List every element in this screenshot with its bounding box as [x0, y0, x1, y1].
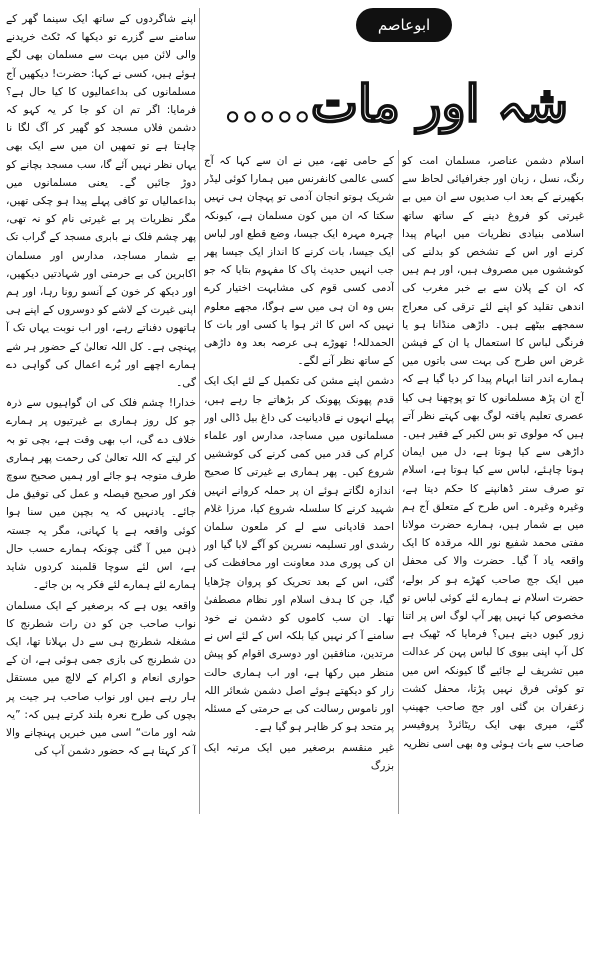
- author-badge: ابوعاصم: [356, 8, 452, 42]
- text-column-right: [402, 150, 584, 971]
- paragraph: غیر منقسم برصغیر میں ایک مرتبہ ایک بزرگ: [204, 741, 394, 772]
- paragraph: خدارا! چشم فلک کی ان گواہیوں سے ذرہ جو کل روز ہماری بے غیرتیوں پر ہمارے خلاف دے گی، اب بھی وقت ہے، بچی تو بہ کر لیتے کہ اللہ تعالیٰ کی رحمت پھر ہماری طرف متوجہ ہو جائے اور ہمیں صحیح سوچ فکر اور صحیح فیصلہ و عمل کی توفیق مل جائے۔ یادنہیں کہ یہ بچپن میں سنا ہوا کوئی واقعہ ہے یا کہانی، مگر یہ جستہ ذہن میں آ گئی چونکہ ہمارے حسب حال ہے، اس لئے سوچا قلمبند کردوں شاید ہمارے لئے ہمارے لئے فکر یہ بن جائے۔: [6, 397, 196, 592]
- paragraph: واقعہ یوں ہے کہ برصغیر کے ایک مسلمان نواب صاحب جن کو دن رات شطرنج کا مشغلہ شطرنج ہی سے دل بہلانا تھا، ایک دن شطرنج کی بازی جمی ہوئی ہے، ان کے حواری انعام و اکرام کے لالچ میں مستقل ہار رہے ہیں اور نواب صاحب ہر جیت پر بچوں کی طرح نعرہ بلند کرتے ہیں کہ: ”یہ شہ اور مات“ اسی میں خبریں پہنچانے والا آ کر کہتا ہے کہ حضور دشمن آپ کی: [6, 599, 196, 758]
- paragraph: کے حامی تھے، میں نے ان سے کہا کہ آج کسی عالمی کانفرنس میں ہمارا کوئی لیڈر شریک ہوتو انجان آدمی تو پہچان ہی نہیں سکتا کہ ان میں کون مسلمان ہے، کیونکہ چہرہ مہرہ ایک جیسا، وضع قطع اور لباس ایک جیسا، بات کرنے کا انداز ایک جیسا پھر جب انہیں حدیث پاک کا مفہوم بتایا کہ جو آدمی کسی قوم کی مشابہت اختیار کرے بس وہ ان ہی میں سے ہوگا، مجھے معلوم نہیں کہ اس کا اثر ہوا یا کسی اور بات کا الحمدللہ! تھوڑے ہی عرصہ بعد وہ داڑھی کے ساتھ نظر آنے لگے۔: [204, 155, 394, 368]
- paragraph: دشمن اپنے مشن کی تکمیل کے لئے ایک ایک قدم پھونک پھونک کر بڑھاتے جا رہے ہیں، پہلے انہوں نے قادیانیت کی داغ بیل ڈالی اور مسلمانوں میں مساجد، مدارس اور علماء کرام کی قدر میں کمی کرنے کی کوششیں شروع کیں۔ پھر ہماری بے غیرتی کا صحیح اندازہ لگاتے ہوئے ان پر حملہ کروانے انہیں شہید کرنے کا سلسلہ شروع کیا، مرزا غلام احمد قادیانی سے لے کر ملعون سلمان رشدی اور تسلیمہ نسرین کو آگے لایا گیا اور ان کی پوری مدد معاونت اور محافظت کی گئی، اس کے بعد تحریک کو پروان چڑھایا گیا، جن کا ہدف اسلام اور نظام مصطفیٰ تھا۔ ان سب کاموں کو دشمن نے خود سامنے آ کر نہیں کیا بلکہ اس کے لئے اس نے مرتدین، منافقین اور دوسری اقوام کو پیش منظر میں رکھا ہے، اور اب ہماری حالت زار کو دیکھتے ہوئے اصل دشمن شعائر اللہ اور ناموس رسالت کی بے حرمتی کے مسئلہ پر متحد ہو کر ظاہر ہو گیا ہے۔: [204, 375, 394, 734]
- paragraph: اسلام دشمن عناصر، مسلمان امت کو رنگ، نسل ، زبان اور جغرافیائی لحاظ سے بکھیرنے کے بعد اب صدیوں سے ان میں بے غیرتی کو فروغ دینے کے ساتھ ساتھ اسلامی بنیادی نظریات میں ابہام پیدا کرنے اور اس کے تشخص کو بدلنے کی کوششوں میں مصروف ہیں، اور ہم ہیں کہ ان کے پلان سے بے خبر مغرب کی اندھی تقلید کو اپنے لئے ترقی کی معراج سمجھے بیٹھے ہیں۔ داڑھی منڈانا ہو یا فرنگی لباس کا استعمال یا ان کے فیشن غرض اس طرح کی بہت سی باتوں میں ہمارے اندر اتنا ابہام پیدا کر دیا گیا ہے کہ آج ان پڑھ مسلمانوں کا تو پوچھنا ہی کیا عصری تعلیم یافتہ لوگ بھی کہتے نظر آتے ہیں کہ مولوی تو بس لکیر کے فقیر ہیں۔ داڑھی سے کیا ہوتا ہے، دل میں ایمان ہونا چاہئے، لباس سے کیا ہوتا ہے، اسلام تو صرف ستر ڈھانپنے کا حکم دیتا ہے، وغیرہ وغیرہ۔ اس طرح کے متعلق آج ہم میں بے شمار ہیں، ہمارے حضرت مولانا مفتی محمد شفیع نور اللہ مرقدہ کا ایک واقعہ یاد آ گیا۔ حضرت والا کی محفل میں ایک جج صاحب کھڑے ہو کر بولے، حضرت اسلام نے ہمارے لئے کوئی لباس تو مخصوص کیا نہیں پھر آپ لوگ اس پر اتنا زور کیوں دیتے ہیں؟ فرمایا کہ ٹھیک ہے کل آپ اپنی بیوی کا لباس پہن کر عدالت میں تشریف لے جائیے گا کیونکہ اس میں تو کوئی فرق نہیں پڑتا، محفل کشت زعفران بن گئی اور جج صاحب جھینپ گئے، میری بھی ایک ریٹائرڈ پروفیسر صاحب سے بات ہوئی وہ بھی اسی نظریہ: [402, 155, 584, 750]
- paragraph: اپنے شاگردوں کے ساتھ ایک سینما گھر کے سامنے سے گزرے تو دیکھا کہ ٹکٹ خریدنے والی لائن میں بہت سے مسلمان بھی لگے ہوئے ہیں، کسی نے کہا: حضرت! دیکھیں آج مسلمانوں کی بداعمالیوں کا کیا حال ہے؟ فرمایا: اگر تم ان کو جا کر یہ کہو کہ دشمن فلاں مسجد کو گھیر کر آگ لگا نا چاہتا ہے تو تمھیں ان میں سے ایک بھی یہاں نظر نہیں آئے گا، سب مسجد بچانے کو دوڑ جائیں گے۔ یعنی مسلمانوں میں بداعمالیاں تو کافی پہلے پیدا ہو چکی تھیں، مگر نظریات پر بے غیرتی نام کو نہ تھی، پھر چشم فلک نے بابری مسجد کے گراب تک بے شمار مساجد، مدارس اور مسلمان اکابرین کی بے حرمتی اور شہادتیں دیکھیں، اور دیکھ کر خون کے آنسو رونا رہا، اور ہم اپنی غیرت کے لاشے کو دوسروں کے اپنے ہی ہاتھوں دفناتے رہے، اور اب نوبت یہاں تک آ پہنچی ہے۔ کل اللہ تعالیٰ کے حضور ہر شے ہمارے اچھے اور بُرے اعمال کی گواہی دے گی۔: [6, 13, 196, 390]
- column-divider: [199, 8, 200, 814]
- column-divider: [398, 150, 399, 814]
- text-column-left: [6, 8, 196, 829]
- article-headline: شہ اور مات.....: [223, 74, 569, 133]
- text-column-middle: [204, 150, 394, 971]
